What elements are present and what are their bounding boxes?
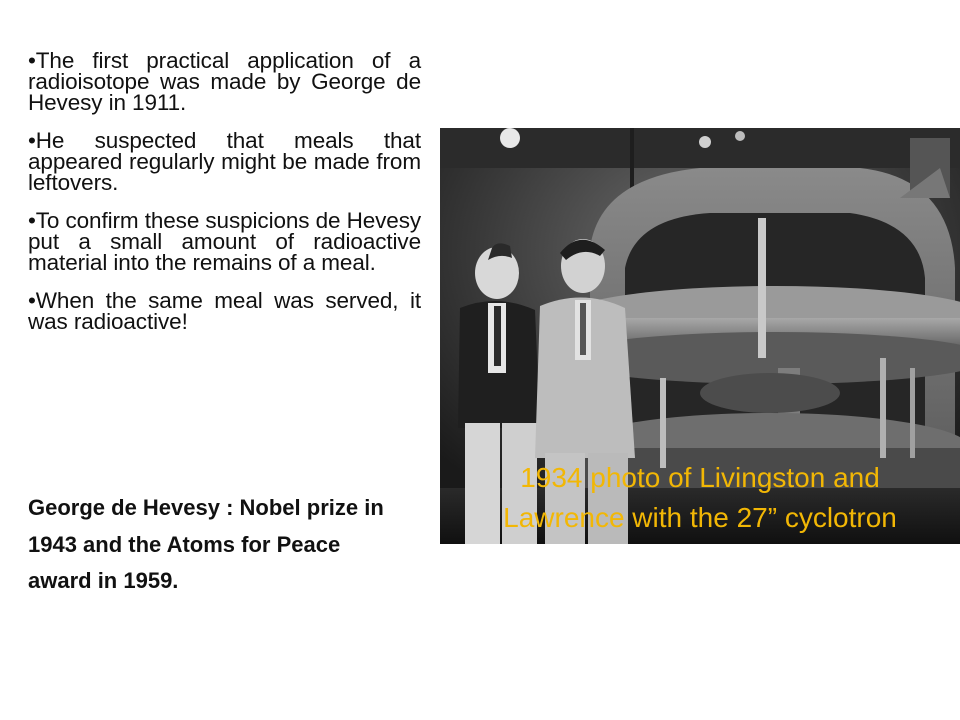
photo-caption-line: Lawrence with the 27” cyclotron <box>503 502 897 533</box>
bullet-item: •The first practical application of a radioisotope was made by George de Hevesy in 1911. <box>28 48 421 115</box>
bullet-list <box>28 50 421 349</box>
bullet-item: •He suspected that meals that appeared regularly might be made from leftovers. <box>28 128 421 195</box>
award-text: George de Hevesy : Nobel prize in 1943 and the Atoms for Peace award in 1959. <box>28 495 384 593</box>
photo-caption-line: 1934 photo of Livingston and <box>520 462 880 493</box>
bullet-item: •To confirm these suspicions de Hevesy put a small amount of radioactive material into the remains of a meal. <box>28 208 422 275</box>
photo-caption <box>440 458 960 538</box>
bullet-item: •When the same meal was served, it was radioactive! <box>28 288 421 334</box>
